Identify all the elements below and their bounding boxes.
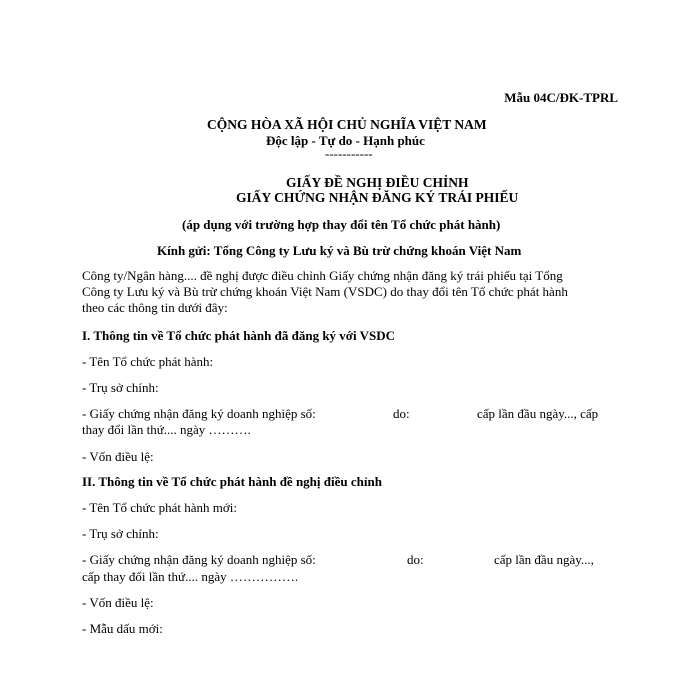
s1-cert-label: - Giấy chứng nhận đăng ký doanh nghiệp số: (82, 406, 316, 421)
s1-charter-capital: - Vốn điều lệ: (82, 449, 154, 464)
document-title-line1: GIẤY ĐỀ NGHỊ ĐIỀU CHỈNH (286, 175, 469, 190)
section-2-heading: II. Thông tin về Tổ chức phát hành đề nghị điều chỉnh (82, 474, 382, 489)
intro-line-3: theo các thông tin dưới đây: (82, 300, 228, 315)
s1-cert-first-issued: cấp lần đầu ngày..., cấp (477, 406, 599, 421)
section-1-heading: I. Thông tin về Tổ chức phát hành đã đăng ký với VSDC (82, 328, 396, 343)
separator: ----------- (325, 146, 373, 161)
s2-headquarters: - Trụ sở chính: (82, 526, 159, 541)
country-name: CỘNG HÒA XÃ HỘI CHỦ NGHĨA VIỆT NAM (207, 117, 487, 132)
document-title-line2: GIẤY CHỨNG NHẬN ĐĂNG KÝ TRÁI PHIẾU (236, 190, 519, 205)
s2-new-seal: - Mẫu dấu mới: (82, 621, 163, 636)
s2-issuer-name: - Tên Tổ chức phát hành mới: (82, 500, 237, 515)
motto: Độc lập - Tự do - Hạnh phúc (266, 133, 425, 148)
intro-line-2: Công ty Lưu ký và Bù trừ chứng khoán Việt Nam (VSDC) do thay đổi tên Tổ chức phát hành (82, 284, 568, 299)
s1-issuer-name: - Tên Tổ chức phát hành: (82, 354, 214, 369)
form-code: Mẫu 04C/ĐK-TPRL (504, 90, 618, 105)
s1-cert-amendment: thay đổi lần thứ.... ngày ………. (82, 422, 251, 437)
s2-cert-amendment: cấp thay đổi lần thứ.... ngày ……………. (82, 569, 299, 584)
s2-charter-capital: - Vốn điều lệ: (82, 595, 154, 610)
s1-headquarters: - Trụ sở chính: (82, 380, 159, 395)
s1-cert-by: do: (393, 406, 410, 421)
recipient: Kính gửi: Tổng Công ty Lưu ký và Bù trừ chứng khoán Việt Nam (157, 243, 522, 258)
s2-cert-by: do: (407, 552, 424, 567)
s2-cert-label: - Giấy chứng nhận đăng ký doanh nghiệp số: (82, 552, 316, 567)
document-subtitle: (áp dụng với trường hợp thay đổi tên Tổ chức phát hành) (182, 217, 501, 232)
s2-cert-first-issued: cấp lần đầu ngày..., (494, 552, 594, 567)
intro-line-1: Công ty/Ngân hàng.... đề nghị được điều chỉnh Giấy chứng nhận đăng ký trái phiếu tại Tổng (82, 268, 563, 283)
